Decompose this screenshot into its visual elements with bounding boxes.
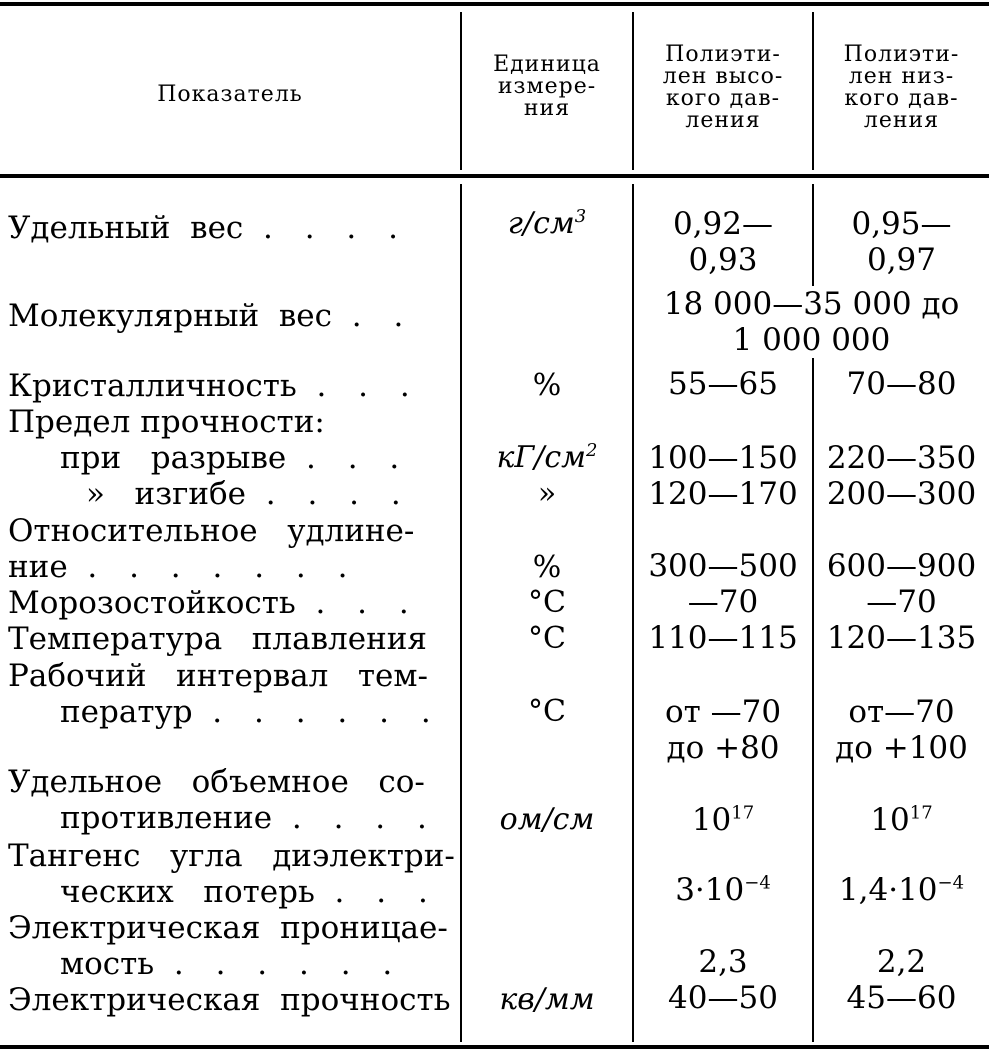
row-bending-low: 200—300 xyxy=(826,476,977,512)
row-rupture-low: 220—350 xyxy=(826,440,977,476)
header-rule xyxy=(0,174,989,178)
row-rupture-unit: $кГ/см^2$ xyxy=(496,440,598,475)
row-melt-high: 110—115 xyxy=(648,620,798,656)
header-low-line: лен низ- xyxy=(848,64,955,89)
header-low-line: кого дав- xyxy=(844,86,959,111)
row-worktemp-low: от—70 до +100 xyxy=(835,694,968,766)
row-dielec-unit: кв/мм xyxy=(499,982,595,1017)
row-permit-low: 2,2 xyxy=(876,944,927,980)
row-elong-unit: % xyxy=(532,550,562,585)
row-elong-label: Относительное удлине- xyxy=(8,513,415,549)
row-crystal-low: 70—80 xyxy=(846,366,957,402)
row-worktemp-high: от —70 до +80 xyxy=(664,694,782,766)
row-permit-label-cont: мость . . . . . . xyxy=(60,946,404,982)
header-unit-line: ния xyxy=(523,96,571,121)
row-melt-unit: °C xyxy=(528,621,566,656)
row-density-label: Удельный вес . . . . xyxy=(8,210,409,246)
top-rule xyxy=(0,2,989,6)
header-unit-line: измере- xyxy=(497,74,597,99)
header-high-line: ления xyxy=(685,108,761,133)
row-frost-high: —70 xyxy=(687,584,759,620)
header-high-line: лен высо- xyxy=(662,64,784,89)
row-elong-high: 300—500 xyxy=(648,548,798,584)
row-molweight-value: 18 000—35 000 до 1 000 000 xyxy=(634,286,989,358)
row-tangent-high: $3\cdot 10^{-4}$ xyxy=(675,872,771,908)
bottom-rule xyxy=(0,1045,989,1049)
header-high-line: кого дав- xyxy=(665,86,781,111)
row-bending-high: 120—170 xyxy=(648,476,798,512)
row-frost-unit: °C xyxy=(528,585,566,620)
row-elong-low: 600—900 xyxy=(826,548,977,584)
header-low-line: Полиэти- xyxy=(843,42,960,67)
row-worktemp-label-cont: ператур . . . . . . xyxy=(60,694,442,730)
header-indicator: Показатель xyxy=(157,82,303,107)
row-density-high: 0,92— 0,93 xyxy=(672,206,774,278)
row-rupture-label: при разрыве . . . xyxy=(60,440,411,476)
row-tangent-low: $1,4\cdot 10^{-4}$ xyxy=(838,872,965,908)
row-resist-low: $10^{17}$ xyxy=(870,802,933,838)
row-crystal-unit: % xyxy=(532,368,562,403)
row-resist-label-cont: противление . . . . xyxy=(60,800,438,836)
header-high-pressure xyxy=(634,44,812,132)
row-bending-unit: » xyxy=(537,476,557,511)
row-melt-label: Температура плавления xyxy=(8,621,427,657)
row-strength-label: Предел прочности: xyxy=(8,404,325,440)
row-bending-label: » изгибе . . . . xyxy=(86,476,412,512)
row-density-low: 0,95— 0,97 xyxy=(851,206,952,278)
row-resist-label: Удельное объемное со- xyxy=(8,764,425,800)
row-frost-label: Морозостойкость . . . xyxy=(8,585,420,621)
row-dielec-label: Электрическая прочность xyxy=(8,982,451,1018)
row-frost-low: —70 xyxy=(866,584,937,620)
row-worktemp-label: Рабочий интервал тем- xyxy=(8,658,428,694)
row-density-unit: $г/см^3$ xyxy=(507,206,587,241)
row-permit-high: 2,3 xyxy=(698,944,748,980)
row-permit-label: Электрическая проницае- xyxy=(8,910,448,946)
row-worktemp-unit: °C xyxy=(528,694,566,729)
row-crystal-label: Кристалличность . . . xyxy=(8,368,421,404)
header-unit xyxy=(462,54,632,120)
row-tangent-label-cont: ческих потерь . . . xyxy=(60,874,439,910)
row-molweight-label: Молекулярный вес . . xyxy=(8,298,415,334)
row-tangent-label: Тангенс угла диэлектри- xyxy=(8,838,455,874)
row-crystal-high: 55—65 xyxy=(668,366,778,402)
row-dielec-low: 45—60 xyxy=(846,980,957,1016)
row-dielec-high: 40—50 xyxy=(668,980,778,1016)
header-low-pressure xyxy=(814,44,989,132)
header-high-line: Полиэти- xyxy=(665,42,781,67)
row-resist-unit: ом/см xyxy=(499,802,595,837)
row-rupture-high: 100—150 xyxy=(648,440,798,476)
row-resist-high: $10^{17}$ xyxy=(691,802,755,838)
row-melt-low: 120—135 xyxy=(826,620,977,656)
header-unit-line: Единица xyxy=(493,52,601,77)
row-elong-label-cont: ние . . . . . . . xyxy=(8,549,359,585)
header-low-line: ления xyxy=(863,108,940,133)
